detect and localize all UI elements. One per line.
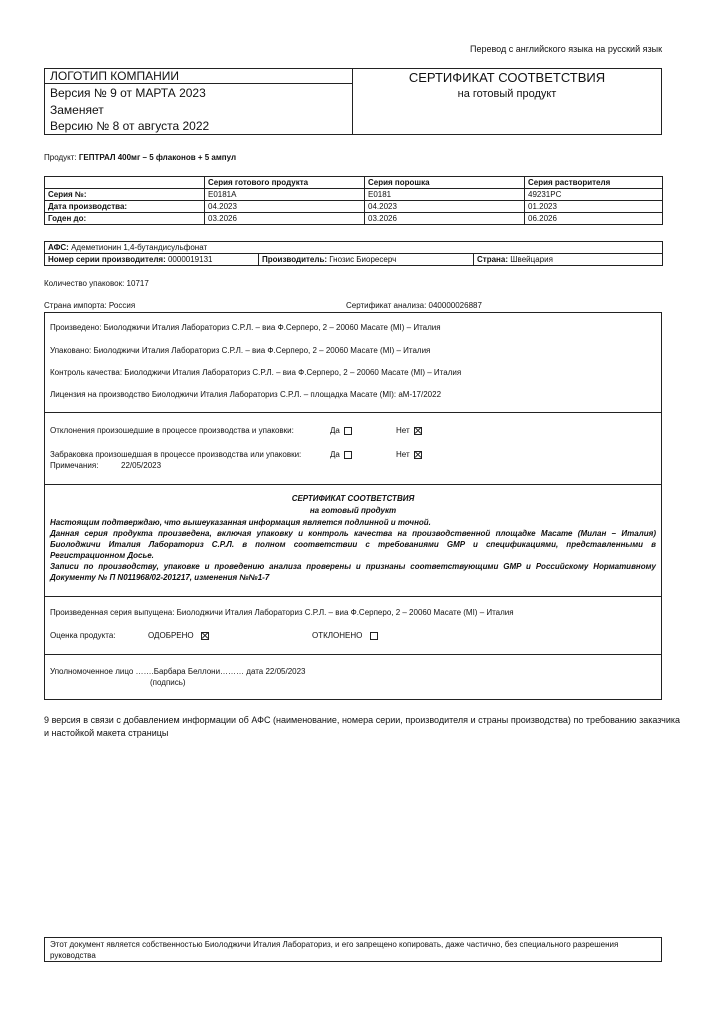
table-cell: 49231PC (525, 189, 663, 201)
evaluation-label: Оценка продукта: (50, 631, 116, 640)
lot-cell (45, 254, 259, 266)
manufacturer-value: Гнозис Биоресерч (329, 255, 397, 264)
api-value: Адеметионин 1,4-бутандисульфонат (71, 243, 208, 252)
table-cell: 04.2023 (205, 201, 365, 213)
row-label: Годен до: (45, 213, 205, 225)
statement-title: СЕРТИФИКАТ СООТВЕТСТВИЯ (291, 494, 415, 503)
rejection-no-checkbox[interactable] (414, 451, 422, 459)
rejection-label: Забраковка произошедшая в процессе производства или упаковки: (50, 450, 302, 459)
deviation-no (396, 426, 422, 435)
statement-p2: Данная серия продукта произведена, включая упаковку и контроль качества на производственной площадке Масате (Милан – Италия) Биолоджичи Италия Лабораториз С.Р.Л. в полном соответствии с требованиями GMP и спецификациями, представленными в Регистрационном Досье. (50, 529, 656, 560)
country-cell (474, 254, 663, 266)
divider-release (44, 654, 662, 655)
divider-deviations (44, 484, 662, 485)
statement-subtitle: на готовый продукт (309, 506, 397, 515)
divider-statement (44, 596, 662, 597)
rejected-option (312, 631, 378, 640)
deviation-no-checkbox[interactable] (414, 427, 422, 435)
product-label: Продукт: (44, 153, 77, 162)
signature-line: Уполномоченное лицо …….Барбара Беллони……… дата 22/05/2023 (50, 667, 306, 676)
yes-label: Да (330, 426, 340, 435)
row-label: Дата производства: (45, 201, 205, 213)
table-cell: 04.2023 (365, 201, 525, 213)
analysis-certificate: Сертификат анализа: 040000026887 (346, 301, 482, 310)
divider-sites (44, 412, 662, 413)
column-header: Серия готового продукта (205, 177, 365, 189)
logo-divider (44, 83, 352, 84)
country-value: Швейцария (510, 255, 553, 264)
rejected-checkbox[interactable] (370, 632, 378, 640)
table-cell: E0181 (365, 189, 525, 201)
translation-note: Перевод с английского языка на русский язык (470, 44, 663, 54)
prev-version-text: Версию № 8 от августа 2022 (50, 119, 210, 133)
series-table (44, 176, 663, 225)
table-cell: 03.2026 (205, 213, 365, 225)
approved-label: ОДОБРЕНО (148, 631, 194, 640)
approved-option (148, 631, 209, 640)
table-cell: 01.2023 (525, 201, 663, 213)
row-label: Серия №: (45, 189, 205, 201)
country-label: Страна: (477, 255, 508, 264)
lot-label: Номер серии производителя: (48, 255, 166, 264)
rejection-no (396, 450, 422, 459)
released-text: Произведенная серия выпущена: Биолоджичи Италия Лабораториз С.Р.Л. – виа Ф.Серперо, 2 – 20060 Масате (MI) – Италия (50, 608, 514, 617)
version-text: Версия № 9 от МАРТА 2023 (50, 86, 206, 100)
version-footnote: 9 версия в связи с добавлением информации об АФС (наименование, номера серии, производителя и страны производства) по требованию заказчика и настойкой макета страницы (44, 715, 680, 738)
table-row (45, 201, 663, 213)
statement-body (50, 517, 656, 583)
cert-title: СЕРТИФИКАТ СООТВЕТСТВИЯ (408, 70, 606, 85)
deviation-label: Отклонения произошедшие в процессе производства и упаковки: (50, 426, 294, 435)
product-line (44, 153, 236, 162)
manufacturer-label: Производитель: (262, 255, 328, 264)
api-detail-row (45, 254, 663, 266)
produced-site: Произведено: Биолоджичи Италия Лабораториз С.Р.Л. – виа Ф.Серперо, 2 – 20060 Масате (MI) – Италия (50, 323, 441, 332)
table-cell: 03.2026 (365, 213, 525, 225)
license-text: Лицензия на производство Биолоджичи Италия Лабораториз С.Р.Л. – площадка Масате (MI): aM-17/2022 (50, 390, 442, 399)
deviation-yes-checkbox[interactable] (344, 427, 352, 435)
import-country: Страна импорта: Россия (44, 301, 136, 310)
column-header: Серия растворителя (525, 177, 663, 189)
rejection-yes (330, 450, 352, 459)
lot-value: 0000019131 (167, 255, 213, 264)
company-logo: ЛОГОТИП КОМПАНИИ (50, 69, 180, 83)
api-row (45, 242, 663, 254)
deviation-yes (330, 426, 352, 435)
api-label: АФС: (48, 243, 69, 252)
product-value: ГЕПТРАЛ 400мг – 5 флаконов + 5 ампул (78, 153, 237, 162)
notes-value: 22/05/2023 (121, 461, 162, 470)
table-cell: E0181A (205, 189, 365, 201)
footer-text: Этот документ является собственностью Биолоджичи Италия Лабораториз, и его запрещено копировать, даже частично, без специального разрешения руководства (50, 940, 619, 960)
no-label: Нет (396, 426, 410, 435)
table-corner (45, 177, 205, 189)
manufacturer-cell (259, 254, 474, 266)
series-table-header (45, 177, 663, 189)
table-cell: 06.2026 (525, 213, 663, 225)
statement-p3: Записи по производству, упаковке и проведению анализа проверены и признаны соответствующими GMP и Российскому Нормативному Документу № П N011968/02-201217, изменения №№1-7 (50, 562, 656, 582)
rejected-label: ОТКЛОНЕНО (312, 631, 363, 640)
replaces-text: Заменяет (50, 103, 104, 117)
approved-checkbox[interactable] (201, 632, 209, 640)
table-row (45, 213, 663, 225)
api-table (44, 241, 663, 266)
no-label: Нет (396, 450, 410, 459)
signature-caption: (подпись) (150, 678, 186, 687)
qc-site: Контроль качества: Биолоджичи Италия Лабораториз С.Р.Л. – виа Ф.Серперо, 2 – 20060 Масате (MI) – Италия (50, 368, 462, 377)
column-header: Серия порошка (365, 177, 525, 189)
table-row (45, 189, 663, 201)
statement-p1: Настоящим подтверждаю, что вышеуказанная информация является подлинной и точной. (50, 518, 431, 527)
yes-label: Да (330, 450, 340, 459)
rejection-yes-checkbox[interactable] (344, 451, 352, 459)
notes-label: Примечания: (50, 461, 99, 470)
packed-site: Упаковано: Биолоджичи Италия Лабораториз С.Р.Л. – виа Ф.Серперо, 2 – 20060 Масате (MI) – Италия (50, 346, 431, 355)
cert-subtitle: на готовый продукт (457, 88, 557, 100)
api-cell (45, 242, 663, 254)
packs-count: Количество упаковок: 10717 (44, 279, 149, 288)
